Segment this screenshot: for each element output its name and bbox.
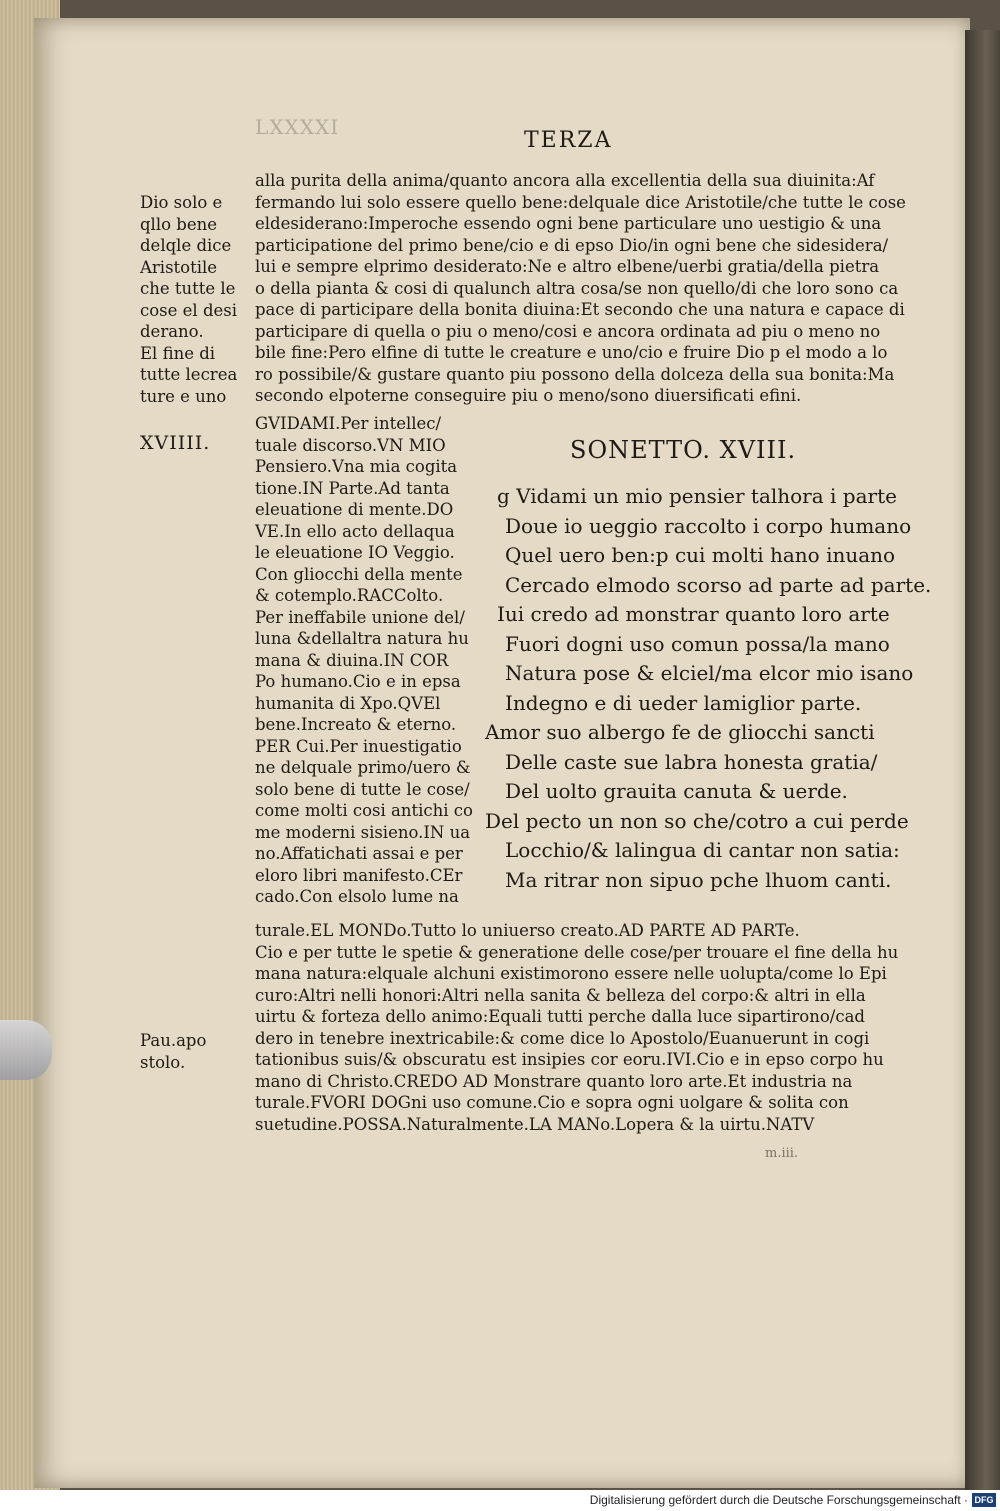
margin-note-line: Aristotile — [140, 257, 218, 277]
text-line: uirtu & forteza dello animo:Equali tutti perche dalla luce sipartirono/cad — [255, 1007, 865, 1026]
sonnet-line: Amor suo albergo fe de gliocchi sancti — [485, 720, 875, 744]
intro-paragraph — [255, 170, 915, 407]
commentary-line: PER Cui.Per inuestigatio — [255, 736, 462, 756]
commentary-line: come molti cosi antichi co — [255, 801, 473, 820]
sonnet-line: Natura pose & elciel/ma elcor mio isano — [505, 661, 914, 685]
text-line: tationibus suis/& obscuratu est insipies cor eoru.IVI.Cio e in epso corpo hu — [255, 1050, 884, 1069]
commentary-line: le eleuatione IO Veggio. — [255, 543, 455, 562]
page-header: TERZA — [524, 128, 613, 153]
sonnet-line: Fuori dogni uso comun possa/la mano — [505, 631, 890, 656]
text-line: curo:Altri nelli honori:Altri nella sanita & belleza del corpo:& altri in ella — [255, 985, 866, 1005]
margin-note-line: El fine di — [140, 343, 216, 363]
commentary-line: me moderni sisieno.IN ua — [255, 822, 471, 842]
ghost-folio: LXXXXI — [255, 115, 340, 139]
text-line: o della pianta & cosi di qualunch altra cosa/se non quello/di che loro sono ca — [255, 278, 899, 298]
text-line: bile fine:Pero elfine di tutte le creature e uno/cio e fruire Dio p el modo a lo — [255, 343, 888, 362]
margin-note-line: ture e uno — [140, 386, 227, 406]
margin-note-line: Pau.apo — [140, 1031, 207, 1050]
commentary-line: eleuatione di mente.DO — [255, 500, 454, 519]
text-line: lui e sempre elprimo desiderato:Ne e altro elbene/uerbi gratia/della pietra — [255, 257, 880, 276]
commentary-line: tione.IN Parte.Ad tanta — [255, 478, 450, 498]
commentary-line: VE.In ello acto dellaqua — [255, 521, 455, 541]
commentary-line: solo bene di tutte le cose/ — [255, 779, 470, 799]
text-line: suetudine.POSSA.Naturalmente.LA MANo.Lopera & la uirtu.NATV — [255, 1114, 815, 1134]
footer-bar — [0, 1490, 1000, 1511]
margin-note-bottom — [140, 1030, 258, 1073]
text-line: alla purita della anima/quanto ancora alla excellentia della sua diuinita:Af — [255, 171, 875, 190]
text-line: mana natura:elquale alchuni existimorono essere nelle uolupta/come lo Epi — [255, 964, 887, 983]
text-line: turale.EL MONDo.Tutto lo uniuerso creato.AD PARTE AD PARTe. — [255, 921, 800, 940]
closing-paragraph — [255, 920, 915, 1135]
sonnet-line: Ma ritrar non sipuo pche lhuom canti. — [505, 867, 892, 892]
commentary-line: Pensiero.Vna mia cogita — [255, 457, 458, 476]
sonnet-line: Indegno e di ueder lamiglior parte. — [505, 690, 862, 715]
footer-credit: Digitalisierung gefördert durch die Deutsche Forschungsgemeinschaft · — [589, 1493, 968, 1507]
text-line: mano di Christo.CREDO AD Monstrare quanto loro arte.Et industria na — [255, 1071, 853, 1091]
sonnet-line: Delle caste sue labra honesta gratia/ — [505, 749, 878, 774]
text-line: pace di participare della bonita diuina:Et secondo che una natura e capace di — [255, 300, 905, 319]
commentary-line: & cotemplo.RACColto. — [255, 586, 444, 605]
commentary-line: eloro libri manifesto.CEr — [255, 865, 463, 885]
commentary-line: tuale discorso.VN MIO — [255, 435, 446, 455]
text-line: Cio e per tutte le spetie & generatione delle cose/per trouare el fine della hu — [255, 942, 899, 962]
sonnet-line: Locchio/& lalingua di cantar non satia: — [505, 838, 900, 862]
sonnet-line: Doue io ueggio raccolto i corpo humano — [505, 513, 912, 538]
sonnet-verses — [485, 482, 932, 895]
sonnet-line: Quel uero ben:p cui molti hano inuano — [505, 543, 896, 567]
book-clip — [0, 1020, 52, 1080]
margin-note-line: delqle dice — [140, 236, 232, 255]
commentary-line: cado.Con elsolo lume na — [255, 887, 459, 906]
text-line: secondo elpoterne conseguire piu o meno/sono diuersificati efini. — [255, 386, 802, 405]
commentary-line: Per ineffabile unione del/ — [255, 607, 465, 627]
text-line: turale.FVORI DOGni uso comune.Cio e sopra ogni uolgare & solita con — [255, 1093, 849, 1112]
commentary-line: Con gliocchi della mente — [255, 564, 463, 584]
margin-note-line: che tutte le — [140, 279, 236, 298]
sonnet-line: Del pecto un non so che/cotro a cui perde — [485, 808, 909, 833]
signature-mark: m.iii. — [765, 1146, 799, 1161]
text-line: participatione del primo bene/cio e di epso Dio/in ogni bene che sidesidera/ — [255, 235, 889, 255]
dfg-logo: DFG — [972, 1493, 996, 1507]
margin-note-line: Dio solo e — [140, 193, 223, 212]
margin-note-top — [140, 192, 258, 407]
margin-note-line: derano. — [140, 322, 204, 341]
sonnet-line: g Vidami un mio pensier talhora i parte — [497, 484, 897, 508]
sonnet-title: SONETTO. XVIII. — [570, 436, 797, 464]
margin-note-line: stolo. — [140, 1052, 186, 1072]
sonnet-line: Cercado elmodo scorso ad parte ad parte. — [505, 572, 932, 597]
text-line: eldesiderano:Imperoche essendo ogni bene particulare uno uestigio & una — [255, 214, 882, 233]
commentary-column — [255, 413, 490, 908]
commentary-line: GVIDAMI.Per intellec/ — [255, 414, 442, 433]
commentary-line: bene.Increato & eterno. — [255, 715, 457, 734]
commentary-line: mana & diuina.IN COR — [255, 650, 449, 670]
commentary-line: ne delquale primo/uero & — [255, 758, 471, 777]
margin-note-line: tutte lecrea — [140, 365, 238, 384]
commentary-line: luna &dellaltra natura hu — [255, 629, 469, 648]
commentary-line: humanita di Xpo.QVEl — [255, 693, 441, 713]
sonnet-line: Iui credo ad monstrar quanto loro arte — [497, 602, 890, 626]
text-line: dero in tenebre inextricabile:& come dice lo Apostolo/Euanuerunt in cogi — [255, 1028, 870, 1048]
margin-note-line: cose el desi — [140, 300, 238, 320]
sonnet-numeral: XVIIII. — [140, 432, 211, 454]
next-page-edge — [965, 30, 1000, 1490]
commentary-line: no.Affatichati assai e per — [255, 844, 463, 863]
margin-note-line: qllo bene — [140, 214, 218, 234]
sonnet-line: Del uolto grauita canuta & uerde. — [505, 779, 848, 803]
commentary-line: Po humano.Cio e in epsa — [255, 672, 461, 691]
text-line: fermando lui solo essere quello bene:delquale dice Aristotile/che tutte le cose — [255, 192, 906, 212]
text-line: ro possibile/& gustare quanto piu possono della dolceza della sua bonita:Ma — [255, 364, 895, 384]
text-line: participare di quella o piu o meno/cosi e ancora ordinata ad piu o meno no — [255, 321, 881, 341]
